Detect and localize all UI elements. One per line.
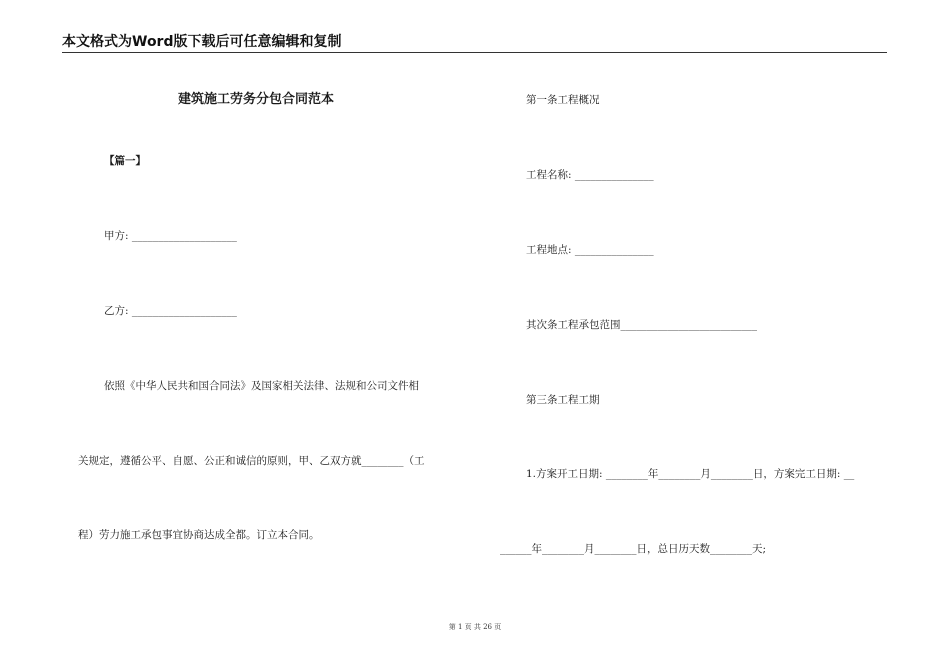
document-header: [62, 34, 887, 53]
schedule-line-1: 1.方案开工日期: ________年________月________日，方案完工日期: __: [526, 468, 855, 480]
project-name-line: 工程名称: _______________: [526, 169, 654, 181]
paragraph-line-2: 关规定，遵循公平、自愿、公正和诚信的原则，甲、乙双方就________（工: [78, 455, 425, 467]
header-text: 本文格式为Word版下载后可任意编辑和复制: [62, 34, 342, 50]
paragraph-line-3: 程）劳力施工承包事宜协商达成全都。订立本合同。: [78, 529, 320, 541]
party-a-line: 甲方: ____________________: [104, 230, 237, 242]
paragraph-line-1: 依照《中华人民共和国合同法》及国家相关法律、法规和公司文件相: [104, 380, 419, 392]
schedule-line-2: ______年________月________日，总日历天数________天;: [500, 543, 767, 555]
article-2-line: 其次条工程承包范围__________________________: [526, 319, 757, 331]
project-location-line: 工程地点: _______________: [526, 244, 654, 256]
section-label: 【篇一】: [104, 155, 146, 167]
article-1-heading: 第一条工程概况: [526, 94, 600, 106]
party-b-line: 乙方: ____________________: [104, 305, 237, 317]
document-title: 建筑施工劳务分包合同范本: [178, 92, 335, 107]
page-number: 第 1 页 共 26 页: [448, 623, 502, 631]
article-3-heading: 第三条工程工期: [526, 394, 600, 406]
